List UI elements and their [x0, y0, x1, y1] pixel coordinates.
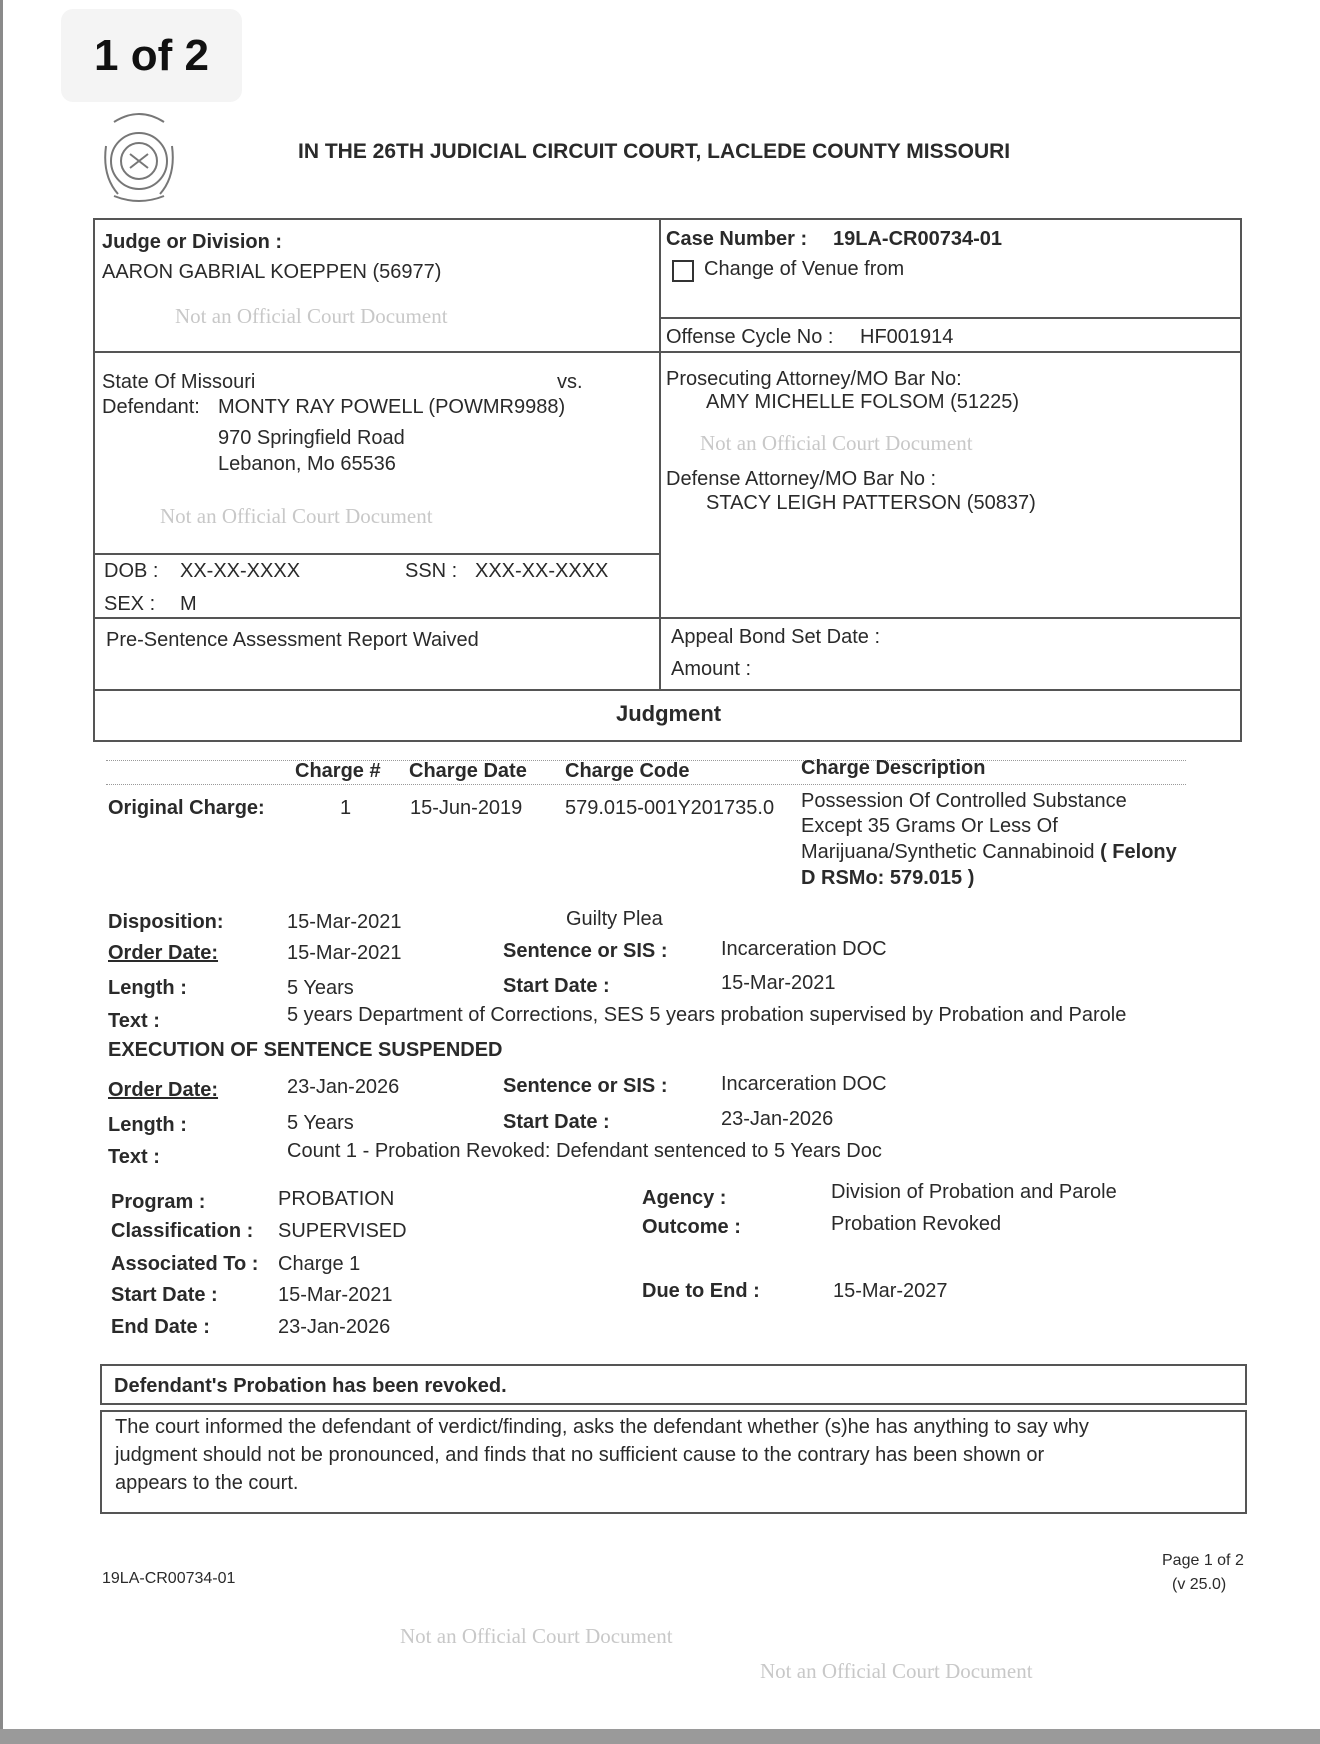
watermark-text: Not an Official Court Document	[400, 1624, 673, 1648]
agency-value: Division of Probation and Parole	[831, 1181, 1117, 1203]
appeal-bond-label: Appeal Bond Set Date :	[671, 626, 881, 648]
ssn-label: SSN :	[405, 560, 458, 582]
charge-description-text: Marijuana/Synthetic Cannabinoid	[801, 841, 1095, 863]
felony-class: ( Felony	[1100, 841, 1177, 863]
charge-code: 579.015-001Y201735.0	[565, 797, 775, 819]
case-number-value: 19LA-CR00734-01	[833, 228, 1002, 250]
charge-description-line: Possession Of Controlled Substance	[801, 790, 1127, 812]
length-label: Length :	[108, 977, 187, 999]
associated-value: Charge 1	[278, 1253, 361, 1275]
text-label: Text :	[108, 1010, 160, 1032]
psi-waived: Pre-Sentence Assessment Report Waived	[106, 629, 479, 651]
divider	[93, 617, 1240, 619]
order-date-label: Order Date:	[108, 1079, 219, 1101]
divider	[93, 553, 659, 555]
end-date-value: 23-Jan-2026	[278, 1316, 391, 1338]
classification-label: Classification :	[111, 1220, 254, 1242]
order-date-label: Order Date:	[108, 942, 219, 964]
ssn-value: XXX-XX-XXXX	[475, 560, 609, 582]
divider	[106, 784, 1186, 785]
prosecutor-value: AMY MICHELLE FOLSOM (51225)	[706, 391, 1020, 413]
watermark-text: Not an Official Court Document	[160, 504, 433, 528]
order-date-value: 23-Jan-2026	[287, 1076, 400, 1098]
end-date-label: End Date :	[111, 1316, 210, 1338]
length-label: Length :	[108, 1114, 187, 1136]
program-label: Program :	[111, 1191, 206, 1213]
watermark-text: Not an Official Court Document	[175, 304, 448, 328]
outcome-value: Probation Revoked	[831, 1213, 1002, 1235]
program-start-label: Start Date :	[111, 1284, 218, 1306]
length-value: 5 Years	[287, 1112, 354, 1134]
offense-cycle-label: Offense Cycle No :	[666, 326, 834, 348]
amount-label: Amount :	[671, 658, 752, 680]
col-charge-code: Charge Code	[565, 760, 690, 782]
viewer-bottom-bar	[0, 1729, 1320, 1744]
col-charge-date: Charge Date	[409, 760, 527, 782]
missouri-seal-logo	[100, 106, 178, 206]
defense-value: STACY LEIGH PATTERSON (50837)	[706, 492, 1036, 514]
charge-description-line	[801, 841, 1177, 863]
divider	[93, 689, 1240, 691]
watermark-text: Not an Official Court Document	[700, 431, 973, 455]
court-statement-line: The court informed the defendant of verdict/finding, asks the defendant whether (s)he has anything to say why	[115, 1416, 1089, 1438]
order-date-value: 15-Mar-2021	[287, 942, 402, 964]
probation-notice: Defendant's Probation has been revoked.	[114, 1375, 507, 1397]
judge-value: AARON GABRIAL KOEPPEN (56977)	[102, 261, 442, 283]
charge-statute: D RSMo: 579.015 )	[801, 867, 975, 889]
footer-page-number: Page 1 of 2	[1162, 1552, 1244, 1569]
offense-cycle-value: HF001914	[860, 326, 954, 348]
start-date-value: 15-Mar-2021	[721, 972, 836, 994]
plaintiff: State Of Missouri	[102, 371, 256, 393]
judge-label: Judge or Division :	[102, 231, 283, 253]
original-charge-label: Original Charge:	[108, 797, 265, 819]
change-of-venue-checkbox[interactable]	[672, 260, 694, 282]
dob-value: XX-XX-XXXX	[180, 560, 301, 582]
sentence-label: Sentence or SIS :	[503, 1075, 668, 1097]
disposition-label: Disposition:	[108, 911, 224, 933]
ses-heading: EXECUTION OF SENTENCE SUSPENDED	[108, 1039, 503, 1061]
defendant-value: MONTY RAY POWELL (POWMR9988)	[218, 396, 566, 418]
start-date-value: 23-Jan-2026	[721, 1108, 834, 1130]
col-charge-num: Charge #	[295, 760, 381, 782]
program-start-value: 15-Mar-2021	[278, 1284, 393, 1306]
disposition-date: 15-Mar-2021	[287, 911, 402, 933]
charge-description-line: Except 35 Grams Or Less Of	[801, 815, 1058, 837]
col-charge-description: Charge Description	[801, 757, 986, 779]
court-statement-line: judgment should not be pronounced, and finds that no sufficient cause to the contrary has been shown or	[115, 1444, 1045, 1466]
defense-label: Defense Attorney/MO Bar No :	[666, 468, 937, 490]
disposition-value: Guilty Plea	[566, 908, 663, 930]
divider	[93, 351, 1240, 353]
sex-value: M	[180, 593, 197, 615]
watermark-text: Not an Official Court Document	[760, 1659, 1033, 1683]
defendant-label: Defendant:	[102, 396, 200, 418]
program-value: PROBATION	[278, 1188, 395, 1210]
court-title: IN THE 26TH JUDICIAL CIRCUIT COURT, LACLEDE COUNTY MISSOURI	[298, 140, 1011, 163]
sex-label: SEX :	[104, 593, 156, 615]
text-label: Text :	[108, 1146, 160, 1168]
sentence-value: Incarceration DOC	[721, 1073, 887, 1095]
charge-date: 15-Jun-2019	[410, 797, 523, 819]
vs-label: vs.	[557, 371, 583, 393]
sentence-text: Count 1 - Probation Revoked: Defendant sentenced to 5 Years Doc	[287, 1140, 882, 1162]
footer-version: (v 25.0)	[1172, 1576, 1227, 1593]
address-line2: Lebanon, Mo 65536	[218, 453, 396, 475]
start-date-label: Start Date :	[503, 1111, 610, 1133]
judgment-title: Judgment	[616, 701, 722, 726]
page-indicator: 1 of 2	[61, 9, 242, 102]
due-to-end-value: 15-Mar-2027	[833, 1280, 948, 1302]
agency-label: Agency :	[642, 1187, 727, 1209]
change-of-venue-label: Change of Venue from	[704, 258, 905, 280]
associated-label: Associated To :	[111, 1253, 259, 1275]
sentence-text: 5 years Department of Corrections, SES 5 years probation supervised by Probation and Parole	[287, 1004, 1127, 1026]
viewer-edge	[0, 0, 3, 1744]
sentence-value: Incarceration DOC	[721, 938, 887, 960]
sentence-label: Sentence or SIS :	[503, 940, 668, 962]
classification-value: SUPERVISED	[278, 1220, 407, 1242]
footer-case-number: 19LA-CR00734-01	[102, 1570, 236, 1587]
charge-num: 1	[340, 797, 352, 819]
divider	[659, 317, 1240, 319]
prosecutor-label: Prosecuting Attorney/MO Bar No:	[666, 368, 962, 390]
length-value: 5 Years	[287, 977, 354, 999]
dob-label: DOB :	[104, 560, 159, 582]
due-to-end-label: Due to End :	[642, 1280, 760, 1302]
case-number-label: Case Number :	[666, 228, 808, 250]
court-statement-line: appears to the court.	[115, 1472, 299, 1494]
address-line1: 970 Springfield Road	[218, 427, 405, 449]
outcome-label: Outcome :	[642, 1216, 741, 1238]
start-date-label: Start Date :	[503, 975, 610, 997]
